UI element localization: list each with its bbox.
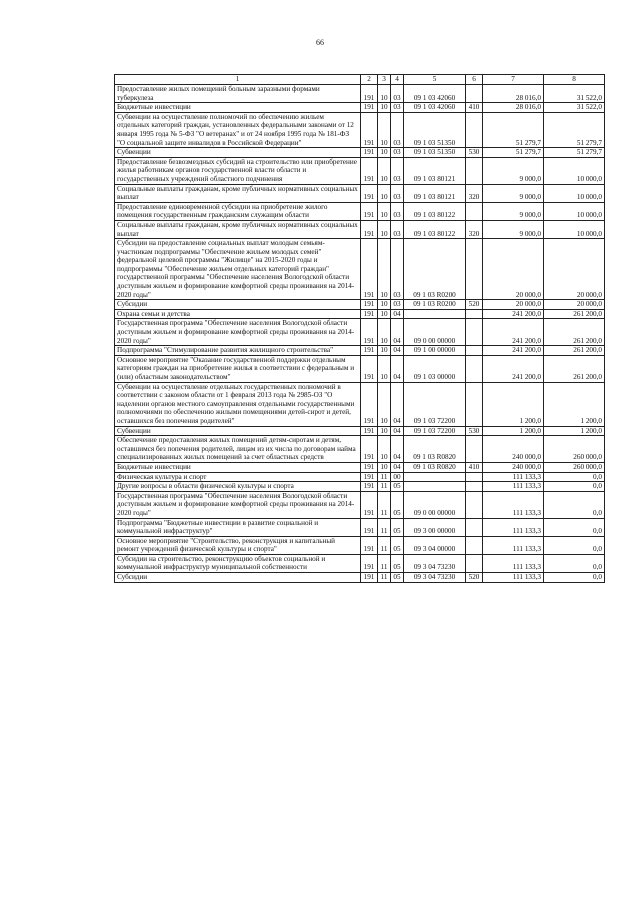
row-amount-col8: 20 000,0 <box>544 300 605 310</box>
row-name: Субвенции <box>115 148 361 158</box>
row-admin-code: 191 <box>361 184 378 202</box>
row-admin-code: 191 <box>361 103 378 113</box>
row-amount-col8: 261 200,0 <box>544 346 605 356</box>
row-section: 10 <box>378 319 391 346</box>
row-name: Другие вопросы в области физической культуры и спорта <box>115 482 361 492</box>
row-admin-code: 191 <box>361 554 378 572</box>
row-amount-col7: 9 000,0 <box>483 184 544 202</box>
row-expense-type <box>466 239 483 300</box>
row-target-article <box>404 309 466 319</box>
row-amount-col8: 261 200,0 <box>544 309 605 319</box>
row-subsection: 04 <box>391 426 404 436</box>
row-amount-col8: 0,0 <box>544 472 605 482</box>
row-admin-code: 191 <box>361 536 378 554</box>
row-section: 10 <box>378 112 391 147</box>
row-expense-type <box>466 482 483 492</box>
row-amount-col7: 9 000,0 <box>483 202 544 220</box>
row-target-article: 09 1 03 R0200 <box>404 300 466 310</box>
row-name: Государственная программа "Обеспечение населения Вологодской области доступным жильем и формирование комфортной среды проживания на 2014-2020 годы" <box>115 319 361 346</box>
row-amount-col7: 111 133,3 <box>483 491 544 518</box>
row-target-article: 09 1 03 80121 <box>404 157 466 184</box>
row-target-article: 09 1 03 51350 <box>404 112 466 147</box>
row-amount-col8: 0,0 <box>544 554 605 572</box>
row-amount-col7: 241 200,0 <box>483 355 544 382</box>
table-row <box>115 482 605 492</box>
table-row <box>115 239 605 300</box>
row-section: 10 <box>378 85 391 103</box>
row-admin-code: 191 <box>361 309 378 319</box>
row-subsection: 05 <box>391 554 404 572</box>
row-admin-code: 191 <box>361 346 378 356</box>
row-target-article: 09 3 04 73230 <box>404 573 466 583</box>
row-subsection: 05 <box>391 573 404 583</box>
row-section: 10 <box>378 184 391 202</box>
row-subsection: 03 <box>391 202 404 220</box>
row-name: Субвенции <box>115 426 361 436</box>
row-name: Субсидии <box>115 300 361 310</box>
table-row <box>115 355 605 382</box>
row-admin-code: 191 <box>361 319 378 346</box>
row-expense-type <box>466 157 483 184</box>
row-admin-code: 191 <box>361 491 378 518</box>
row-section: 10 <box>378 382 391 426</box>
row-section: 11 <box>378 518 391 536</box>
row-expense-type <box>466 309 483 319</box>
row-expense-type: 530 <box>466 148 483 158</box>
budget-table <box>114 74 605 583</box>
row-target-article: 09 1 03 R0200 <box>404 239 466 300</box>
row-admin-code: 191 <box>361 148 378 158</box>
row-amount-col7: 111 133,3 <box>483 472 544 482</box>
row-amount-col8: 10 000,0 <box>544 184 605 202</box>
row-subsection: 04 <box>391 462 404 472</box>
table-row <box>115 554 605 572</box>
row-section: 11 <box>378 482 391 492</box>
row-name: Предоставление единовременной субсидии на приобретение жилого помещения государственным гражданским служащим области <box>115 202 361 220</box>
row-amount-col7: 241 200,0 <box>483 319 544 346</box>
row-section: 10 <box>378 462 391 472</box>
row-expense-type: 320 <box>466 220 483 238</box>
row-target-article: 09 0 00 00000 <box>404 319 466 346</box>
row-name: Субвенции на осуществление полномочий по обеспечению жильем отдельных категорий граждан, установленных федеральными законами от 12 января 1995 года № 5-ФЗ "О ветеранах" и от 24 ноября 1995 года № 181-ФЗ "О социальной защите инвалидов в Российской Федерации" <box>115 112 361 147</box>
table-row <box>115 462 605 472</box>
row-name: Социальные выплаты гражданам, кроме публичных нормативных социальных выплат <box>115 220 361 238</box>
row-name: Предоставление жилых помещений больным заразными формами туберкулеза <box>115 85 361 103</box>
row-admin-code: 191 <box>361 202 378 220</box>
header-cell-3: 3 <box>378 75 391 85</box>
row-subsection: 03 <box>391 239 404 300</box>
row-name: Основное мероприятие "Оказание государственной поддержки отдельным категориям граждан на приобретение жилья в соответствии с федеральным и (или) областным законодательством" <box>115 355 361 382</box>
table-row <box>115 319 605 346</box>
row-subsection: 03 <box>391 157 404 184</box>
row-admin-code: 191 <box>361 85 378 103</box>
row-target-article: 09 3 04 73230 <box>404 554 466 572</box>
row-subsection: 03 <box>391 85 404 103</box>
header-cell-4: 4 <box>391 75 404 85</box>
row-expense-type: 520 <box>466 300 483 310</box>
row-section: 10 <box>378 202 391 220</box>
row-section: 10 <box>378 426 391 436</box>
row-admin-code: 191 <box>361 436 378 463</box>
row-name: Предоставление безвозмездных субсидий на строительство или приобретение жилья работникам органов государственной власти области и государственных учреждений областного подчинения <box>115 157 361 184</box>
row-expense-type <box>466 554 483 572</box>
row-target-article: 09 1 03 51350 <box>404 148 466 158</box>
row-amount-col7: 9 000,0 <box>483 220 544 238</box>
row-section: 11 <box>378 573 391 583</box>
row-expense-type <box>466 536 483 554</box>
row-expense-type: 520 <box>466 573 483 583</box>
row-admin-code: 191 <box>361 239 378 300</box>
table-row <box>115 184 605 202</box>
row-amount-col7: 111 133,3 <box>483 482 544 492</box>
row-expense-type: 530 <box>466 426 483 436</box>
table-row <box>115 426 605 436</box>
row-name: Физическая культура и спорт <box>115 472 361 482</box>
row-subsection: 03 <box>391 300 404 310</box>
row-subsection: 04 <box>391 309 404 319</box>
row-expense-type <box>466 355 483 382</box>
row-subsection: 05 <box>391 536 404 554</box>
row-name: Субсидии на строительство, реконструкцию объектов социальной и коммунальной инфраструктур муниципальной собственности <box>115 554 361 572</box>
row-expense-type <box>466 319 483 346</box>
row-subsection: 03 <box>391 220 404 238</box>
row-target-article: 09 1 03 80122 <box>404 202 466 220</box>
row-section: 11 <box>378 472 391 482</box>
table-row <box>115 309 605 319</box>
row-amount-col8: 20 000,0 <box>544 239 605 300</box>
row-amount-col7: 20 000,0 <box>483 300 544 310</box>
row-section: 10 <box>378 436 391 463</box>
row-subsection: 04 <box>391 436 404 463</box>
row-name: Охрана семьи и детства <box>115 309 361 319</box>
row-amount-col7: 111 133,3 <box>483 518 544 536</box>
table-row <box>115 382 605 426</box>
row-subsection: 03 <box>391 148 404 158</box>
table-body <box>115 85 605 583</box>
table-row <box>115 346 605 356</box>
row-expense-type <box>466 491 483 518</box>
table-row <box>115 112 605 147</box>
row-section: 11 <box>378 491 391 518</box>
row-section: 10 <box>378 148 391 158</box>
row-section: 11 <box>378 554 391 572</box>
header-row <box>115 75 605 85</box>
row-amount-col8: 261 200,0 <box>544 319 605 346</box>
table-row <box>115 202 605 220</box>
header-cell-8: 8 <box>544 75 605 85</box>
row-target-article <box>404 482 466 492</box>
table-row <box>115 472 605 482</box>
row-amount-col7: 240 000,0 <box>483 436 544 463</box>
row-name: Субсидии <box>115 573 361 583</box>
row-amount-col8: 260 000,0 <box>544 462 605 472</box>
row-target-article: 09 3 04 00000 <box>404 536 466 554</box>
row-target-article: 09 1 03 72200 <box>404 426 466 436</box>
header-cell-2: 2 <box>361 75 378 85</box>
row-subsection: 04 <box>391 346 404 356</box>
row-section: 10 <box>378 346 391 356</box>
row-name: Социальные выплаты гражданам, кроме публичных нормативных социальных выплат <box>115 184 361 202</box>
row-amount-col7: 1 200,0 <box>483 382 544 426</box>
row-amount-col7: 51 279,7 <box>483 112 544 147</box>
row-subsection: 05 <box>391 518 404 536</box>
row-section: 10 <box>378 220 391 238</box>
row-target-article <box>404 472 466 482</box>
header-cell-5: 5 <box>404 75 466 85</box>
header-cell-6: 6 <box>466 75 483 85</box>
row-expense-type <box>466 518 483 536</box>
table-row <box>115 157 605 184</box>
row-amount-col7: 1 200,0 <box>483 426 544 436</box>
table-row <box>115 573 605 583</box>
row-name: Бюджетные инвестиции <box>115 103 361 113</box>
row-admin-code: 191 <box>361 112 378 147</box>
page-number: 66 <box>316 38 324 47</box>
row-name: Государственная программа "Обеспечение населения Вологодской области доступным жильем и формирование комфортной среды проживания на 2014-2020 годы" <box>115 491 361 518</box>
row-target-article: 09 1 03 R0820 <box>404 462 466 472</box>
row-target-article: 09 1 03 00000 <box>404 355 466 382</box>
row-amount-col8: 0,0 <box>544 482 605 492</box>
table-row <box>115 220 605 238</box>
row-section: 11 <box>378 536 391 554</box>
row-subsection: 03 <box>391 103 404 113</box>
table-row <box>115 103 605 113</box>
row-target-article: 09 3 00 00000 <box>404 518 466 536</box>
row-name: Подпрограмма "Бюджетные инвестиции в развитие социальной и коммунальной инфраструктур" <box>115 518 361 536</box>
row-amount-col7: 20 000,0 <box>483 239 544 300</box>
row-expense-type <box>466 112 483 147</box>
row-admin-code: 191 <box>361 482 378 492</box>
row-expense-type: 320 <box>466 184 483 202</box>
table-row <box>115 436 605 463</box>
row-amount-col8: 10 000,0 <box>544 202 605 220</box>
row-subsection: 05 <box>391 482 404 492</box>
table-row <box>115 491 605 518</box>
row-section: 10 <box>378 103 391 113</box>
table-row <box>115 536 605 554</box>
table-row <box>115 85 605 103</box>
row-section: 10 <box>378 300 391 310</box>
row-admin-code: 191 <box>361 518 378 536</box>
row-amount-col8: 51 279,7 <box>544 148 605 158</box>
row-amount-col8: 10 000,0 <box>544 220 605 238</box>
row-target-article: 09 0 00 00000 <box>404 491 466 518</box>
row-amount-col8: 260 000,0 <box>544 436 605 463</box>
row-admin-code: 191 <box>361 462 378 472</box>
row-name: Бюджетные инвестиции <box>115 462 361 472</box>
row-target-article: 09 1 03 80121 <box>404 184 466 202</box>
row-amount-col8: 51 279,7 <box>544 112 605 147</box>
table-row <box>115 518 605 536</box>
table-row <box>115 300 605 310</box>
row-amount-col7: 28 016,0 <box>483 103 544 113</box>
row-amount-col8: 31 522,0 <box>544 85 605 103</box>
row-admin-code: 191 <box>361 573 378 583</box>
row-amount-col7: 241 200,0 <box>483 346 544 356</box>
row-target-article: 09 1 00 00000 <box>404 346 466 356</box>
row-name: Подпрограмма "Стимулирование развития жилищного строительства" <box>115 346 361 356</box>
row-name: Основное мероприятие "Строительство, реконструкция и капитальный ремонт учреждений физической культуры и спорта" <box>115 536 361 554</box>
row-target-article: 09 1 03 72200 <box>404 382 466 426</box>
row-admin-code: 191 <box>361 300 378 310</box>
row-expense-type <box>466 202 483 220</box>
row-section: 10 <box>378 309 391 319</box>
row-admin-code: 191 <box>361 382 378 426</box>
row-name: Обеспечение предоставления жилых помещений детям-сиротам и детям, оставшимся без попечения родителей, лицам из их числа по договорам найма специализированных жилых помещений за счет областных средств <box>115 436 361 463</box>
row-target-article: 09 1 03 42060 <box>404 103 466 113</box>
row-amount-col7: 111 133,3 <box>483 536 544 554</box>
row-name: Субвенции на осуществление отдельных государственных полномочий в соответствии с законом области от 1 февраля 2013 года № 2985-ОЗ "О наделении органов местного самоуправления отдельными государственными полномочиями по обеспечению жилыми помещениями детей-сирот и детей, оставшихся без попечения родителей" <box>115 382 361 426</box>
row-subsection: 04 <box>391 382 404 426</box>
row-section: 10 <box>378 239 391 300</box>
row-subsection: 03 <box>391 112 404 147</box>
row-amount-col7: 51 279,7 <box>483 148 544 158</box>
row-amount-col8: 10 000,0 <box>544 157 605 184</box>
row-expense-type: 410 <box>466 103 483 113</box>
row-amount-col8: 261 200,0 <box>544 355 605 382</box>
row-subsection: 04 <box>391 355 404 382</box>
row-amount-col8: 1 200,0 <box>544 426 605 436</box>
row-amount-col7: 28 016,0 <box>483 85 544 103</box>
row-section: 10 <box>378 157 391 184</box>
row-target-article: 09 1 03 80122 <box>404 220 466 238</box>
row-expense-type <box>466 382 483 426</box>
row-expense-type <box>466 346 483 356</box>
row-admin-code: 191 <box>361 355 378 382</box>
row-subsection: 03 <box>391 184 404 202</box>
row-section: 10 <box>378 355 391 382</box>
row-amount-col8: 1 200,0 <box>544 382 605 426</box>
row-expense-type <box>466 85 483 103</box>
row-admin-code: 191 <box>361 157 378 184</box>
row-admin-code: 191 <box>361 472 378 482</box>
row-amount-col8: 0,0 <box>544 573 605 583</box>
row-amount-col8: 0,0 <box>544 518 605 536</box>
row-expense-type: 410 <box>466 462 483 472</box>
row-amount-col8: 0,0 <box>544 536 605 554</box>
row-name: Субсидии на предоставление социальных выплат молодым семьям-участникам подпрограммы "Обеспечение жильем молодых семей" федеральной целевой программы "Жилище" на 2015-2020 годы и подпрограммы "Обеспечение жильем отдельных категорий граждан" государственной программы "Обеспечение населения Вологодской области доступным жильем и формирование комфортной среды проживания на 2014-2020 годы" <box>115 239 361 300</box>
row-target-article: 09 1 03 42060 <box>404 85 466 103</box>
row-amount-col8: 31 522,0 <box>544 103 605 113</box>
row-admin-code: 191 <box>361 426 378 436</box>
row-target-article: 09 1 03 R0820 <box>404 436 466 463</box>
row-amount-col7: 241 200,0 <box>483 309 544 319</box>
row-expense-type <box>466 472 483 482</box>
row-admin-code: 191 <box>361 220 378 238</box>
header-cell-1: 1 <box>115 75 361 85</box>
row-subsection: 04 <box>391 319 404 346</box>
row-subsection: 05 <box>391 491 404 518</box>
table-row <box>115 148 605 158</box>
row-amount-col7: 9 000,0 <box>483 157 544 184</box>
row-amount-col8: 0,0 <box>544 491 605 518</box>
row-subsection: 00 <box>391 472 404 482</box>
header-cell-7: 7 <box>483 75 544 85</box>
row-amount-col7: 111 133,3 <box>483 573 544 583</box>
row-amount-col7: 240 000,0 <box>483 462 544 472</box>
row-expense-type <box>466 436 483 463</box>
row-amount-col7: 111 133,3 <box>483 554 544 572</box>
